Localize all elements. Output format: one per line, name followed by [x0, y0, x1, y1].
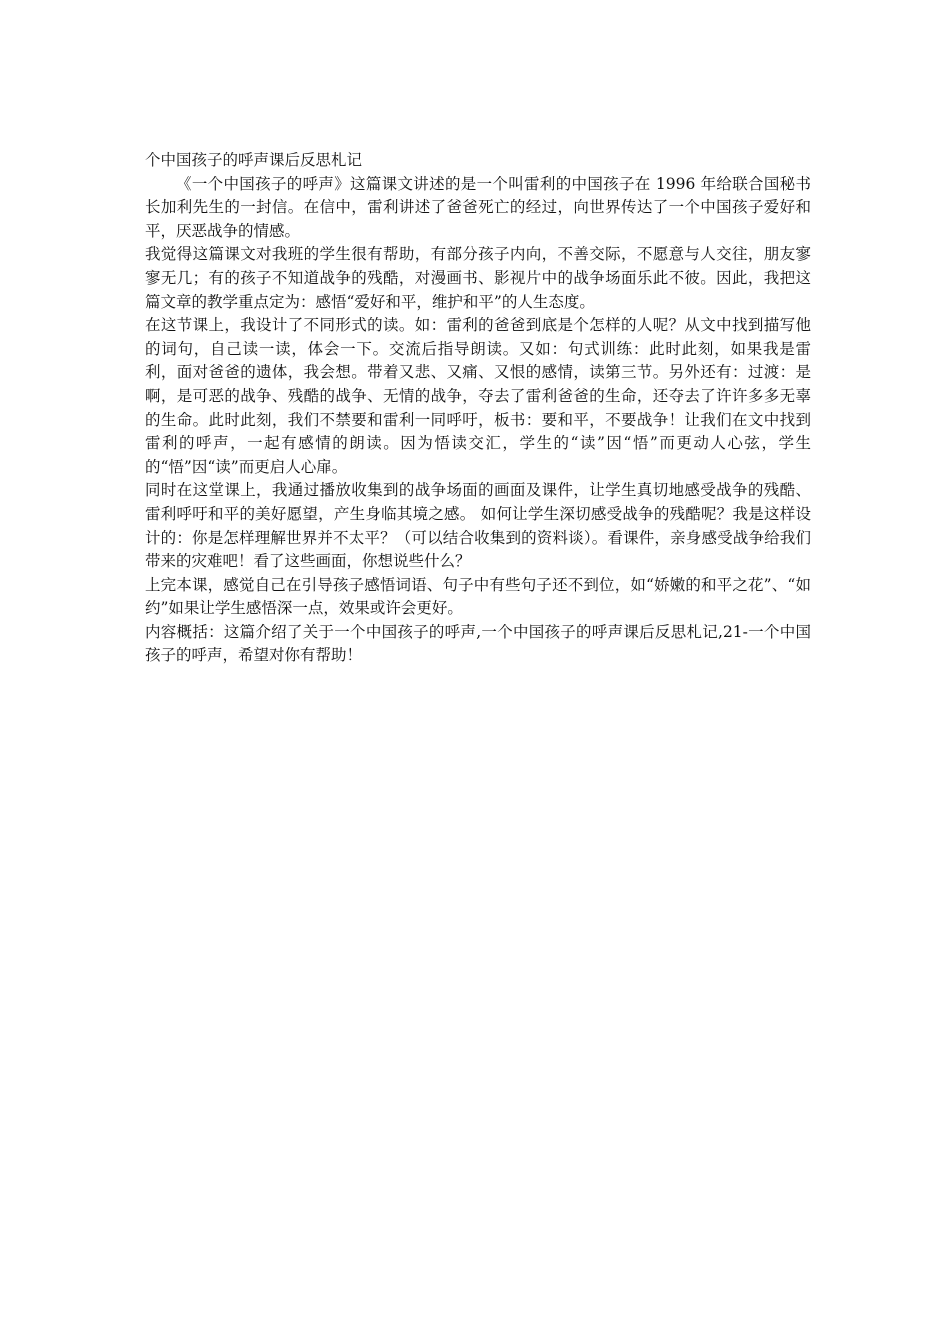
paragraph-reading-design: 在这节课上，我设计了不同形式的读。如：雷利的爸爸到底是个怎样的人呢？从文中找到描写他的词句，自己读一读，体会一下。交流后指导朗读。又如：句式训练：此时此刻，如果我是雷利，面对爸爸的遗体，我会想。带着又悲、又痛、又恨的感情，读第三节。另外还有：过渡：是啊，是可恶的战争、残酷的战争、无情的战争，夺去了雷利爸爸的生命，还夺去了许许多多无辜的生命。此时此刻，我们不禁要和雷利一同呼吁，板书：要和平，不要战争！让我们在文中找到雷利的呼声，一起有感情的朗读。因为悟读交汇，学生的“读”因“悟”而更动人心弦，学生的“悟”因“读”而更启人心扉。 — [145, 316, 811, 476]
paragraph-courseware: 同时在这堂课上，我通过播放收集到的战争场面的画面及课件，让学生真切地感受战争的残酷、雷利呼吁和平的美好愿望，产生身临其境之感。 如何让学生深切感受战争的残酷呢？我是这样设计的：你是怎样理解世界并不太平？（可以结合收集到的资料谈）。看课件，亲身感受战争给我们带来的灾难吧！看了这些画面，你想说些什么？ — [145, 481, 811, 571]
document-page — [145, 149, 811, 668]
paragraph-reflection: 上完本课，感觉自己在引导孩子感悟词语、句子中有些句子还不到位，如“娇嫩的和平之花”、“如约”如果让学生感悟深一点，效果或许会更好。 — [145, 575, 811, 618]
paragraph-teaching-focus: 我觉得这篇课文对我班的学生很有帮助，有部分孩子内向，不善交际，不愿意与人交往，朋友寥寥无几；有的孩子不知道战争的残酷，对漫画书、影视片中的战争场面乐此不彼。因此，我把这篇文章的教学重点定为：感悟“爱好和平，维护和平”的人生态度。 — [145, 245, 811, 311]
paragraph-intro: 《一个中国孩子的呼声》这篇课文讲述的是一个叫雷利的中国孩子在 1996 年给联合国秘书长加利先生的一封信。在信中，雷利讲述了爸爸死亡的经过，向世界传达了一个中国孩子爱好和平，厌恶战争的情感。 — [145, 174, 811, 240]
paragraph-summary: 内容概括：这篇介绍了关于一个中国孩子的呼声,一个中国孩子的呼声课后反思札记,21-一个中国孩子的呼声，希望对你有帮助！ — [145, 622, 811, 665]
document-title: 个中国孩子的呼声课后反思札记 — [145, 151, 363, 169]
